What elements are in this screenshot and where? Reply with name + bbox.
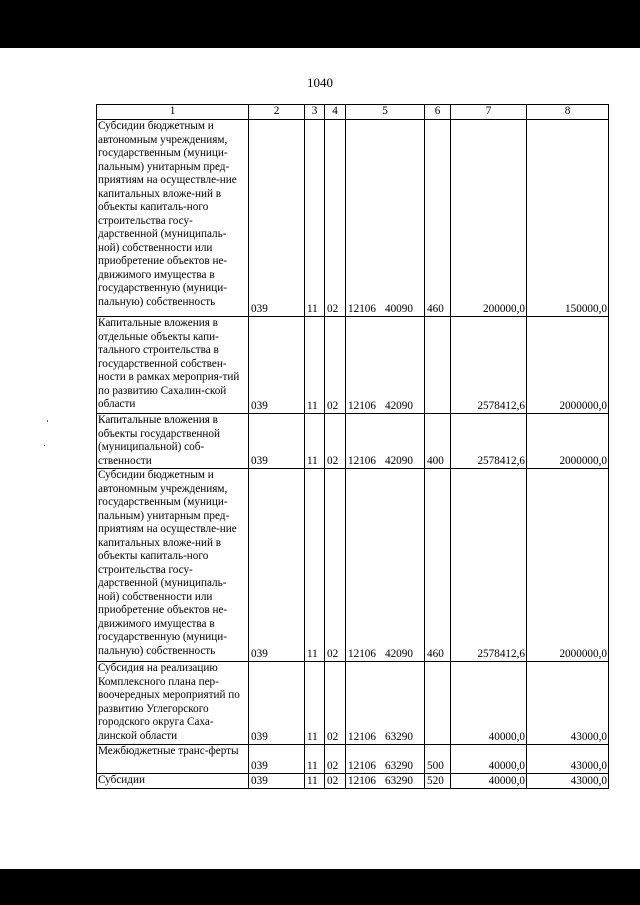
expense-type-cell: 400 [425, 414, 451, 469]
ministry-code-cell: 039 [249, 120, 305, 317]
ministry-code-cell: 039 [249, 414, 305, 469]
target-article-cell [346, 120, 425, 317]
subsection-cell: 02 [325, 317, 346, 414]
subsection-cell: 02 [325, 469, 346, 662]
expense-type-cell: 460 [425, 120, 451, 317]
item-name-cell: Субсидии бюджетным и автономным учреждениям, государственным (муници-пальным) унитарным пред-приятиям на осуществле-ние капитальных вложе-ний в объекты капиталь-ного строительства госу-дарственной (муниципаль-ной) собственности или приобретение объектов не-движимого имущества в государственную (муници-пальную) собственность [97, 469, 249, 662]
amount-cell-col8: 43000,0 [527, 745, 609, 774]
table-row [97, 120, 609, 317]
target-article-code: 63290 [384, 730, 413, 743]
target-article-cell [346, 414, 425, 469]
header-cell: 3 [305, 105, 325, 120]
target-article-prefix: 12106 [348, 730, 376, 743]
header-cell: 4 [325, 105, 346, 120]
budget-table [96, 104, 609, 789]
amount-cell-col7: 2578412,6 [451, 469, 527, 662]
amount-cell-col8: 2000000,0 [527, 414, 609, 469]
amount-cell-col7: 2578412,6 [451, 317, 527, 414]
subsection-cell: 02 [325, 120, 346, 317]
subsection-cell: 02 [325, 774, 346, 789]
section-cell: 11 [305, 120, 325, 317]
header-cell: 5 [346, 105, 425, 120]
target-article-prefix: 12106 [348, 647, 376, 660]
item-name-cell: Капитальные вложения в отдельные объекты капи-тального строительства в государственной собствен-ности в рамках мероприя-тий по развитию Сахалин-ской области [97, 317, 249, 414]
section-cell: 11 [305, 662, 325, 745]
expense-type-cell: 500 [425, 745, 451, 774]
table-header-row [97, 105, 609, 120]
table-row [97, 414, 609, 469]
target-article-cell [346, 774, 425, 789]
item-name-cell: Межбюджетные транс-ферты [97, 745, 249, 774]
expense-type-cell [425, 317, 451, 414]
scan-top-border [0, 0, 640, 48]
target-article-code: 42090 [384, 454, 413, 467]
ministry-code-cell: 039 [249, 317, 305, 414]
table-row [97, 774, 609, 789]
header-cell: 2 [249, 105, 305, 120]
amount-cell-col7: 40000,0 [451, 774, 527, 789]
table-row [97, 317, 609, 414]
section-cell: 11 [305, 745, 325, 774]
target-article-code: 40090 [384, 302, 413, 315]
expense-type-cell: 520 [425, 774, 451, 789]
item-name-cell: Капитальные вложения в объекты государственной (муниципальной) соб-ственности [97, 414, 249, 469]
amount-cell-col8: 43000,0 [527, 774, 609, 789]
expense-type-cell [425, 662, 451, 745]
amount-cell-col8: 150000,0 [527, 120, 609, 317]
header-cell: 6 [425, 105, 451, 120]
item-name-cell: Субсидия на реализацию Комплексного плана пер-воочередных мероприятий по развитию Углегорского городского округа Саха-линской области [97, 662, 249, 745]
target-article-cell [346, 317, 425, 414]
scan-speck [47, 420, 48, 422]
target-article-prefix: 12106 [348, 454, 376, 467]
target-article-prefix: 12106 [348, 774, 376, 787]
ministry-code-cell: 039 [249, 662, 305, 745]
item-name-cell: Субсидии [97, 774, 249, 789]
header-cell: 7 [451, 105, 527, 120]
page-number: 1040 [307, 75, 333, 90]
target-article-code: 63290 [384, 774, 413, 787]
ministry-code-cell: 039 [249, 774, 305, 789]
ministry-code-cell: 039 [249, 469, 305, 662]
table-row [97, 745, 609, 774]
target-article-cell [346, 662, 425, 745]
amount-cell-col7: 200000,0 [451, 120, 527, 317]
target-article-cell [346, 469, 425, 662]
target-article-code: 42090 [384, 399, 413, 412]
subsection-cell: 02 [325, 414, 346, 469]
target-article-code: 42090 [384, 647, 413, 660]
target-article-prefix: 12106 [348, 302, 376, 315]
expense-type-cell: 460 [425, 469, 451, 662]
section-cell: 11 [305, 469, 325, 662]
section-cell: 11 [305, 414, 325, 469]
amount-cell-col7: 40000,0 [451, 745, 527, 774]
table-row [97, 469, 609, 662]
target-article-cell [346, 745, 425, 774]
scan-bottom-border [0, 869, 640, 905]
section-cell: 11 [305, 774, 325, 789]
amount-cell-col8: 2000000,0 [527, 317, 609, 414]
scan-speck [44, 445, 45, 446]
item-name-cell: Субсидии бюджетным и автономным учреждениям, государственным (муници-пальным) унитарным пред-приятиям на осуществле-ние капитальных вложе-ний в объекты капиталь-ного строительства госу-дарственной (муниципаль-ной) собственности или приобретение объектов не-движимого имущества в государственную (муници-пальную) собственность [97, 120, 249, 317]
subsection-cell: 02 [325, 745, 346, 774]
table-row [97, 662, 609, 745]
target-article-prefix: 12106 [348, 399, 376, 412]
amount-cell-col8: 43000,0 [527, 662, 609, 745]
section-cell: 11 [305, 317, 325, 414]
header-cell: 1 [97, 105, 249, 120]
amount-cell-col8: 2000000,0 [527, 469, 609, 662]
header-cell: 8 [527, 105, 609, 120]
target-article-prefix: 12106 [348, 759, 376, 772]
amount-cell-col7: 2578412,6 [451, 414, 527, 469]
amount-cell-col7: 40000,0 [451, 662, 527, 745]
ministry-code-cell: 039 [249, 745, 305, 774]
target-article-code: 63290 [384, 759, 413, 772]
subsection-cell: 02 [325, 662, 346, 745]
